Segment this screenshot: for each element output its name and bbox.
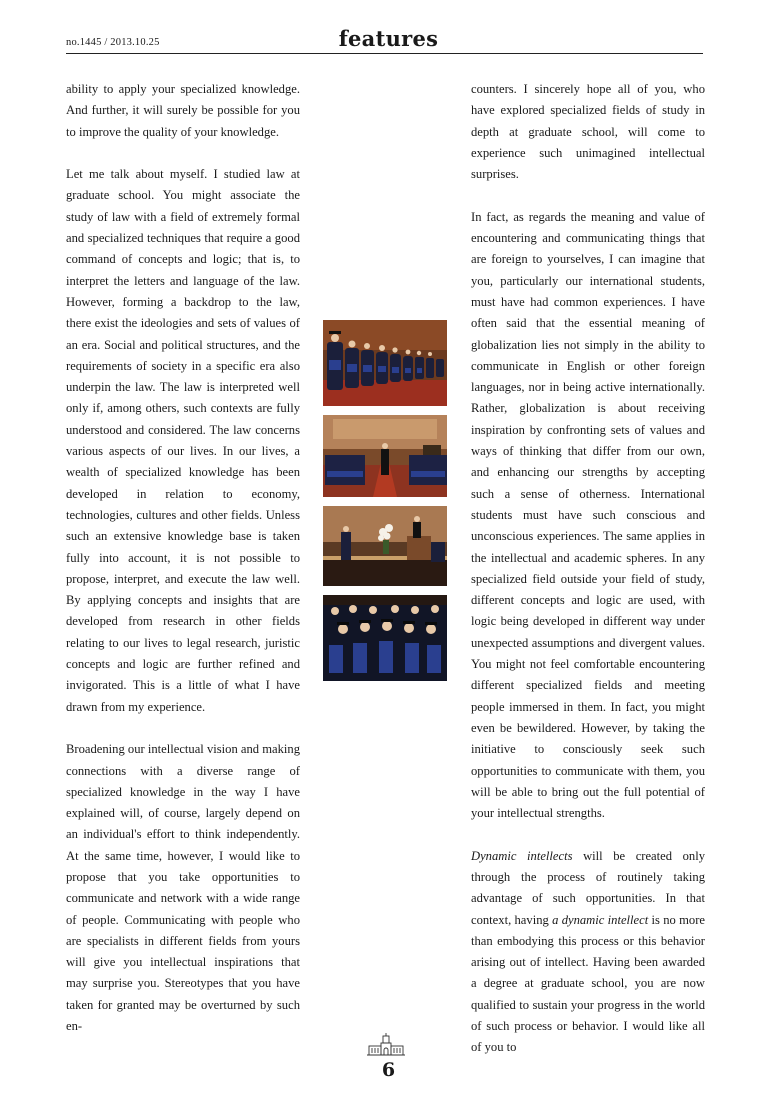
ceremony-photo-seated-graduates xyxy=(323,320,447,406)
left-column xyxy=(66,79,300,1059)
header-divider xyxy=(66,53,703,54)
right-paragraph-1: counters. I sincerely hope all of you, who have explored specialized fields of study in depth at graduate school, will come to experience such unimagined intellectual surprises. xyxy=(471,82,705,182)
ceremony-photo-audience xyxy=(323,595,447,681)
issue-number: no.1445 / 2013.10.25 xyxy=(66,37,160,48)
right-paragraph-2: In fact, as regards the meaning and value of encountering and communicating things that are foreign to yourselves, I can imagine that you, particularly our international students, must have had common experiences. I have often said that the essential meaning of globalization lies not simply in the ability to communicate in English or other foreign languages, nor in being active internationally. Rather, globalization is about receiving inspiration by confronting sets of values and ways of thinking that differ from our own, and enhancing our strengths by accepting such a sense of otherness. International students must have such conscious and unconscious experiences. The same applies in the intellectual and academic spheres. In any specialized field outside your field of study, different concepts and logic are used, with logic being developed in different way under unexpected assumptions and divergent values. You might not feel comfortable encountering different specialized fields and meeting people immersed in them. In fact, you might even be bewildered. However, by taking the initiative to consciously seek such opportunities to communicate with them, you will be able to bring out the full potential of your intellectual strengths. xyxy=(471,209,705,821)
emphasis-dynamic-intellects: Dynamic intellects xyxy=(471,848,573,863)
page-number: 6 xyxy=(381,1059,396,1081)
right-paragraph-3-text-a: will be created only through the process of routinely taking advantage of such opportunities. In that context, having xyxy=(471,848,705,927)
right-paragraph-3-text-b: is no more than embodying this process or this behavior arising out of intellect. Having been awarded a degree at graduate school, you are now qualified to sustain your progress in the world of such process or behavior. I would like all of you to xyxy=(471,912,705,1055)
photo-column xyxy=(323,320,447,690)
right-column xyxy=(471,79,705,1080)
emphasis-a-dynamic-intellect: a dynamic intellect xyxy=(552,912,649,927)
right-paragraph-3 xyxy=(471,846,705,1059)
ceremony-photo-stage-podium xyxy=(323,506,447,586)
left-paragraph-2: Let me talk about myself. I studied law at graduate school. You might associate the study of law with a field of extremely formal and specialized techniques that require a good command of concepts and logic; that is, to interpret the letters and language of the law. However, forming a backdrop to the law, there exist the ideologies and sets of values of an era. Social and political structures, and the requirements of society in a specific era also underpin the law. The law is interpreted well only if, among others, such contexts are fully understood and considered. The law concerns various aspects of our lives. In our lives, a wealth of specialized knowledge has been developed in relation to economy, technologies, cultures and other fields. Unless such an extensive knowledge base is taken fully into account, it is not possible to propose, interpret, and execute the law well. By applying concepts and insights that are developed from research in other fields relating to our lives to legal research, juristic concepts and logic are further refined and invigorated. This is a little of what I have drawn from my experience. xyxy=(66,167,300,714)
section-title: features xyxy=(338,26,439,51)
building-logo-icon xyxy=(366,1032,406,1060)
ceremony-photo-hall-aisle xyxy=(323,415,447,497)
left-paragraph-1: ability to apply your specialized knowledge. And further, it will surely be possible for you to improve the quality of your knowledge. xyxy=(66,82,300,139)
left-paragraph-3: Broadening our intellectual vision and making connections with a diverse range of specialized knowledge in the way I have explained will, of course, largely depend on an individual's effort to think independently. At the same time, however, I would like to propose that you take opportunities to communicate and network with a wide range of people. Communicating with people who are specialists in different fields from yours will give you intellectual inspirations that may surprise you. Stereotypes that you have taken for granted may be overturned by such en- xyxy=(66,742,300,1034)
